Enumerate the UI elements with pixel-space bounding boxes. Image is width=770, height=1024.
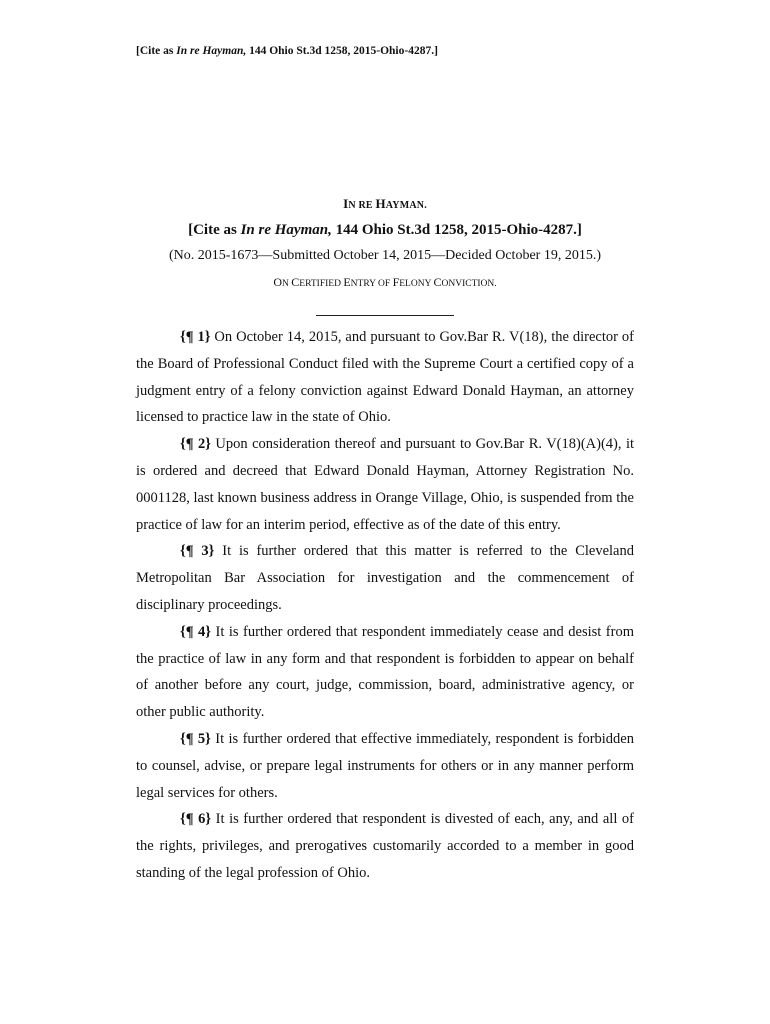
caption-divider: [316, 315, 454, 316]
paragraph-text: Upon consideration thereof and pursuant to Gov.Bar R. V(18)(A)(4), it is ordered and decreed that Edward Donald Hayman, Attorney Registration No. 0001128, last known business address in Orange Village, Ohio, is suspended from the practice of law for an interim period, effective as of the date of this entry.: [136, 436, 635, 533]
paragraph-number: {¶ 4}: [180, 623, 211, 640]
procedural-posture: [0, 275, 770, 290]
paragraph-number: {¶ 2}: [180, 436, 211, 453]
proc-part: C: [291, 275, 300, 289]
opinion-body: [136, 324, 634, 887]
running-header-citation: [136, 45, 438, 57]
paragraph-3: [136, 538, 634, 618]
paragraph-text: On October 14, 2015, and pursuant to Gov.Bar R. V(18), the director of the Board of Professional Conduct filed with the Supreme Court a certified copy of a judgment entry of a felony conviction against Edward Donald Hayman, an attorney licensed to practice law in the state of Ohio.: [136, 329, 634, 426]
case-citation-suffix: 144 Ohio St.3d 1258, 2015-Ohio-4287.]: [331, 222, 582, 238]
case-citation-name: In re Hayman,: [240, 222, 332, 238]
proc-part: O: [273, 275, 283, 289]
proc-part: C: [433, 275, 442, 289]
proc-part: F: [392, 275, 400, 289]
paragraph-text: It is further ordered that this matter is referred to the Cleveland Metropolitan Bar Association for investigation and the commencement of disciplinary proceedings.: [136, 543, 634, 613]
case-citation-prefix: [Cite as: [188, 222, 241, 238]
proc-part: ONVICTION.: [441, 279, 497, 289]
case-title-part: H: [375, 196, 386, 211]
case-title: [0, 196, 770, 212]
case-citation: [0, 222, 770, 239]
paragraph-6: [136, 806, 634, 886]
header-cite-case: In re Hayman,: [176, 45, 247, 57]
paragraph-number: {¶ 1}: [180, 329, 211, 345]
paragraph-1: [136, 324, 634, 431]
proc-part: N: [282, 279, 292, 289]
paragraph-4: [136, 619, 634, 726]
paragraph-number: {¶ 3}: [180, 543, 215, 560]
paragraph-5: [136, 726, 634, 806]
case-title-part: I: [343, 196, 349, 211]
case-title-part: AYMAN.: [385, 200, 427, 211]
paragraph-text: It is further ordered that effective immediately, respondent is forbidden to counsel, advise, or prepare legal instruments for others or in any manner perform legal services for others.: [136, 730, 634, 801]
proc-part: ERTIFIED: [299, 279, 344, 289]
docket-line: (No. 2015-1673—Submitted October 14, 2015—Decided October 19, 2015.): [169, 248, 601, 263]
header-cite-prefix: [Cite as: [136, 45, 177, 57]
proc-part: ELONY: [399, 279, 434, 289]
case-title-part: N RE: [348, 200, 376, 211]
paragraph-number: {¶ 6}: [180, 811, 212, 828]
paragraph-text: It is further ordered that respondent immediately cease and desist from the practice of law in any form and that respondent is forbidden to appear on behalf of another before any court, judge, commission, board, administrative agency, or other public authority.: [136, 623, 634, 721]
paragraph-number: {¶ 5}: [180, 730, 211, 747]
header-cite-suffix: 144 Ohio St.3d 1258, 2015-Ohio-4287.]: [246, 45, 438, 57]
proc-part: E: [343, 275, 351, 289]
paragraph-2: [136, 431, 634, 538]
proc-part: NTRY OF: [350, 279, 393, 289]
paragraph-text: It is further ordered that respondent is divested of each, any, and all of the rights, privileges, and prerogatives customarily accorded to a member in good standing of the legal profession of Ohio.: [136, 811, 634, 881]
